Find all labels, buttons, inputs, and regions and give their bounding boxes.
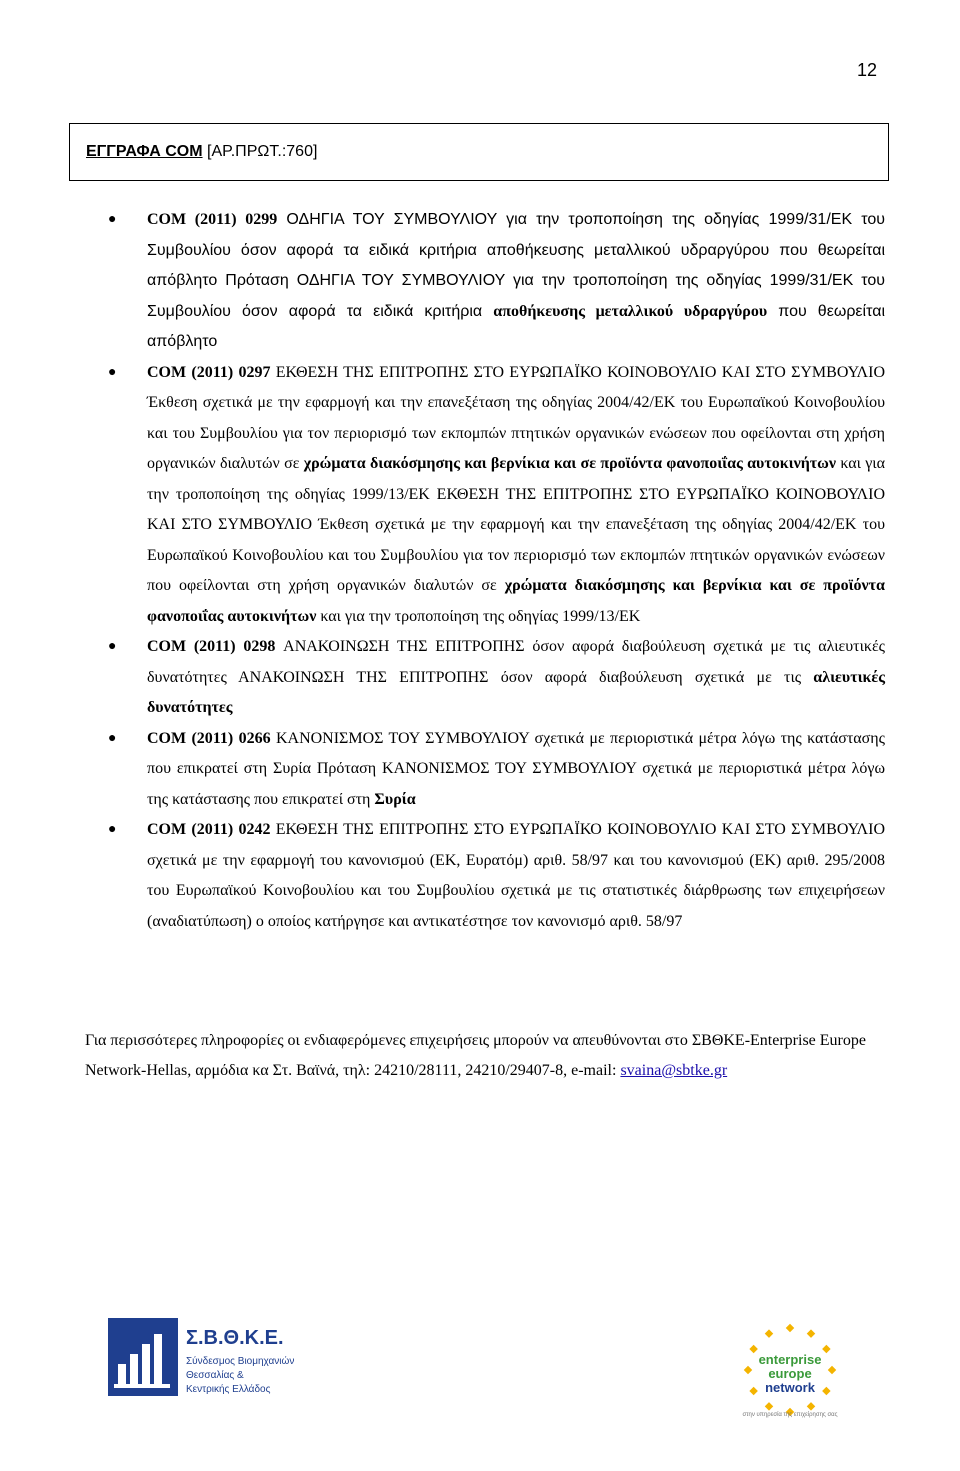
bullet-icon: ● (108, 364, 117, 380)
item-tail: που θεωρείται απόβλητο (147, 302, 885, 350)
header-reference: [ΑΡ.ΠΡΩΤ.:760] (202, 143, 318, 160)
item-id: COM (2011) 0266 (147, 729, 271, 747)
email-link[interactable]: svaina@sbtke.gr (620, 1062, 728, 1079)
sbtke-line2: Θεσσαλίας & (186, 1370, 244, 1381)
sbtke-name: Σ.Β.Θ.Κ.Ε. (186, 1327, 284, 1349)
page-number: 12 (857, 60, 878, 80)
enterprise-europe-network-logo (735, 1320, 845, 1420)
document-list (100, 205, 885, 937)
bullet-icon: ● (108, 822, 117, 837)
bullet-icon: ● (108, 639, 117, 654)
star-mark (822, 1387, 830, 1395)
star-mark (749, 1345, 757, 1353)
star-mark (807, 1402, 815, 1410)
star-mark (807, 1329, 815, 1337)
sbtke-line3: Κεντρικής Ελλάδος (186, 1384, 271, 1395)
item-id: COM (2011) 0299 (147, 211, 278, 228)
item-text: ΟΔΗΓΙΑ ΤΟΥ ΣΥΜΒΟΥΛΙΟΥ για την τροποποίηση της οδηγίας 1999/31/ΕΚ του Συμβουλίου όσον αφορά τα ειδικά κριτήρια αποθήκευσης μεταλλικού υδραργύρου που θεωρείται απόβλητο Πρόταση ΟΔΗΓΙΑ ΤΟΥ ΣΥΜΒΟΥΛΙΟΥ για την τροποποίηση της οδηγίας 1999/31/ΕΚ του Συμβουλίου όσον αφορά τα ειδικά κριτήρια (147, 211, 886, 320)
een-line2: europe (768, 1366, 812, 1381)
item-bold-phrase: χρώματα διακόσμησης και βερνίκια και σε προϊόντα φανοποιΐας αυτοκινήτων (303, 455, 837, 472)
star-mark (828, 1366, 836, 1374)
header-box (69, 123, 889, 181)
footer-text: Για περισσότερες πληροφορίες οι ενδιαφερόμενες επιχειρήσεις μπορούν να απευθύνονται στο ΣΒΘΚΕ-Enterprise Europe Network-Hellas, αρμόδια κα Στ. Βαϊνά, τηλ: 24210/28111, 24210/29407-8, e-mail: (85, 1032, 866, 1079)
star-mark (744, 1366, 752, 1374)
star-mark (749, 1387, 757, 1395)
item-id: COM (2011) 0242 (147, 821, 271, 838)
list-item (100, 358, 885, 633)
bullet-icon: ● (108, 212, 117, 227)
header-title-link[interactable]: ΕΓΓΡΑΦΑ COM (86, 143, 203, 160)
item-bold-phrase-2: χρώματα διακόσμησης και βερνίκια και σε προϊόντα φανοποιΐας αυτοκινήτων (147, 577, 885, 625)
item-bold-phrase: αποθήκευσης μεταλλικού υδραργύρου (493, 302, 768, 320)
header-title (86, 143, 317, 161)
star-mark (822, 1345, 830, 1353)
item-bold-phrase: αλιευτικές δυνατότητες (147, 668, 885, 716)
list-item (100, 724, 885, 816)
footer-note (85, 1026, 885, 1086)
item-bold-phrase: Συρία (374, 790, 416, 808)
een-line1: enterprise (758, 1352, 822, 1367)
item-id: COM (2011) 0297 (147, 363, 271, 381)
sbtke-logo (108, 1318, 308, 1398)
item-text: ΕΚΘΕΣΗ ΤΗΣ ΕΠΙΤΡΟΠΗΣ ΣΤΟ ΕΥΡΩΠΑΪΚΟ ΚΟΙΝΟΒΟΥΛΙΟ ΚΑΙ ΣΤΟ ΣΥΜΒΟΥΛΙΟ Έκθεση σχετικά με την εφαρμογή και την επανεξέταση της οδηγίας 2004/42/ΕΚ του Ευρωπαϊκού Κοινοβουλίου και του Συμβουλίου για τον περιορισμό των εκπομπών πτητικών οργανικών ενώσεων που οφείλονται στη χρήση οργανικών διαλυτών σε (147, 363, 886, 472)
star-mark (765, 1402, 773, 1410)
item-text: ΕΚΘΕΣΗ ΤΗΣ ΕΠΙΤΡΟΠΗΣ ΣΤΟ ΕΥΡΩΠΑΪΚΟ ΚΟΙΝΟΒΟΥΛΙΟ ΚΑΙ ΣΤΟ ΣΥΜΒΟΥΛΙΟ σχετικά με την εφαρμογή του κανονισμού (ΕΚ, Ευρατόμ) αριθ. 58/97 και του κανονισμού (ΕΚ) αριθ. 295/2008 του Ευρωπαϊκού Κοινοβουλίου και του Συμβουλίου σχετικά με τις στατιστικές διάρθρωσης των επιχειρήσεων (αναδιατύπωση) ο οποίος κατήργησε και αντικατέστησε τον κανονισμό αριθ. 58/97 (147, 821, 886, 930)
item-tail-2: και για την τροποποίηση της οδηγίας 1999/13/ΕΚ (316, 607, 641, 625)
item-tail: και για την τροποποίηση της οδηγίας 1999/13/ΕΚ ΕΚΘΕΣΗ ΤΗΣ ΕΠΙΤΡΟΠΗΣ ΣΤΟ ΕΥΡΩΠΑΪΚΟ ΚΟΙΝΟΒΟΥΛΙΟ ΚΑΙ ΣΤΟ ΣΥΜΒΟΥΛΙΟ Έκθεση σχετικά με την εφαρμογή και την επανεξέταση της οδηγίας 2004/42/ΕΚ του Ευρωπαϊκού Κοινοβουλίου και του Συμβουλίου για τον περιορισμό των εκπομπών πτητικών οργανικών ενώσεων που οφείλονται στη χρήση οργανικών διαλυτών σε (147, 455, 885, 594)
list-item (100, 205, 885, 358)
een-tagline: στην υπηρεσία της επιχείρησης σας (742, 1412, 838, 1418)
een-line3: network (765, 1380, 815, 1395)
item-text: ΚΑΝΟΝΙΣΜΟΣ ΤΟΥ ΣΥΜΒΟΥΛΙΟΥ σχετικά με περιοριστικά μέτρα λόγω της κατάστασης που επικρατεί στη Συρία Πρόταση ΚΑΝΟΝΙΣΜΟΣ ΤΟΥ ΣΥΜΒΟΥΛΙΟΥ σχετικά με περιοριστικά μέτρα λόγω της κατάστασης που επικρατεί στη (147, 729, 885, 808)
item-text: ΑΝΑΚΟΙΝΩΣΗ ΤΗΣ ΕΠΙΤΡΟΠΗΣ όσον αφορά διαβούλευση σχετικά με τις αλιευτικές δυνατότητες ΑΝΑΚΟΙΝΩΣΗ ΤΗΣ ΕΠΙΤΡΟΠΗΣ όσον αφορά διαβούλευση σχετικά με τις (147, 638, 886, 686)
bullet-icon: ● (108, 730, 117, 746)
list-item (100, 815, 885, 937)
item-id: COM (2011) 0298 (147, 638, 276, 655)
star-mark (765, 1329, 773, 1337)
star-mark (786, 1324, 794, 1332)
sbtke-line1: Σύνδεσμος Βιομηχανιών (186, 1356, 295, 1367)
list-item (100, 632, 885, 724)
